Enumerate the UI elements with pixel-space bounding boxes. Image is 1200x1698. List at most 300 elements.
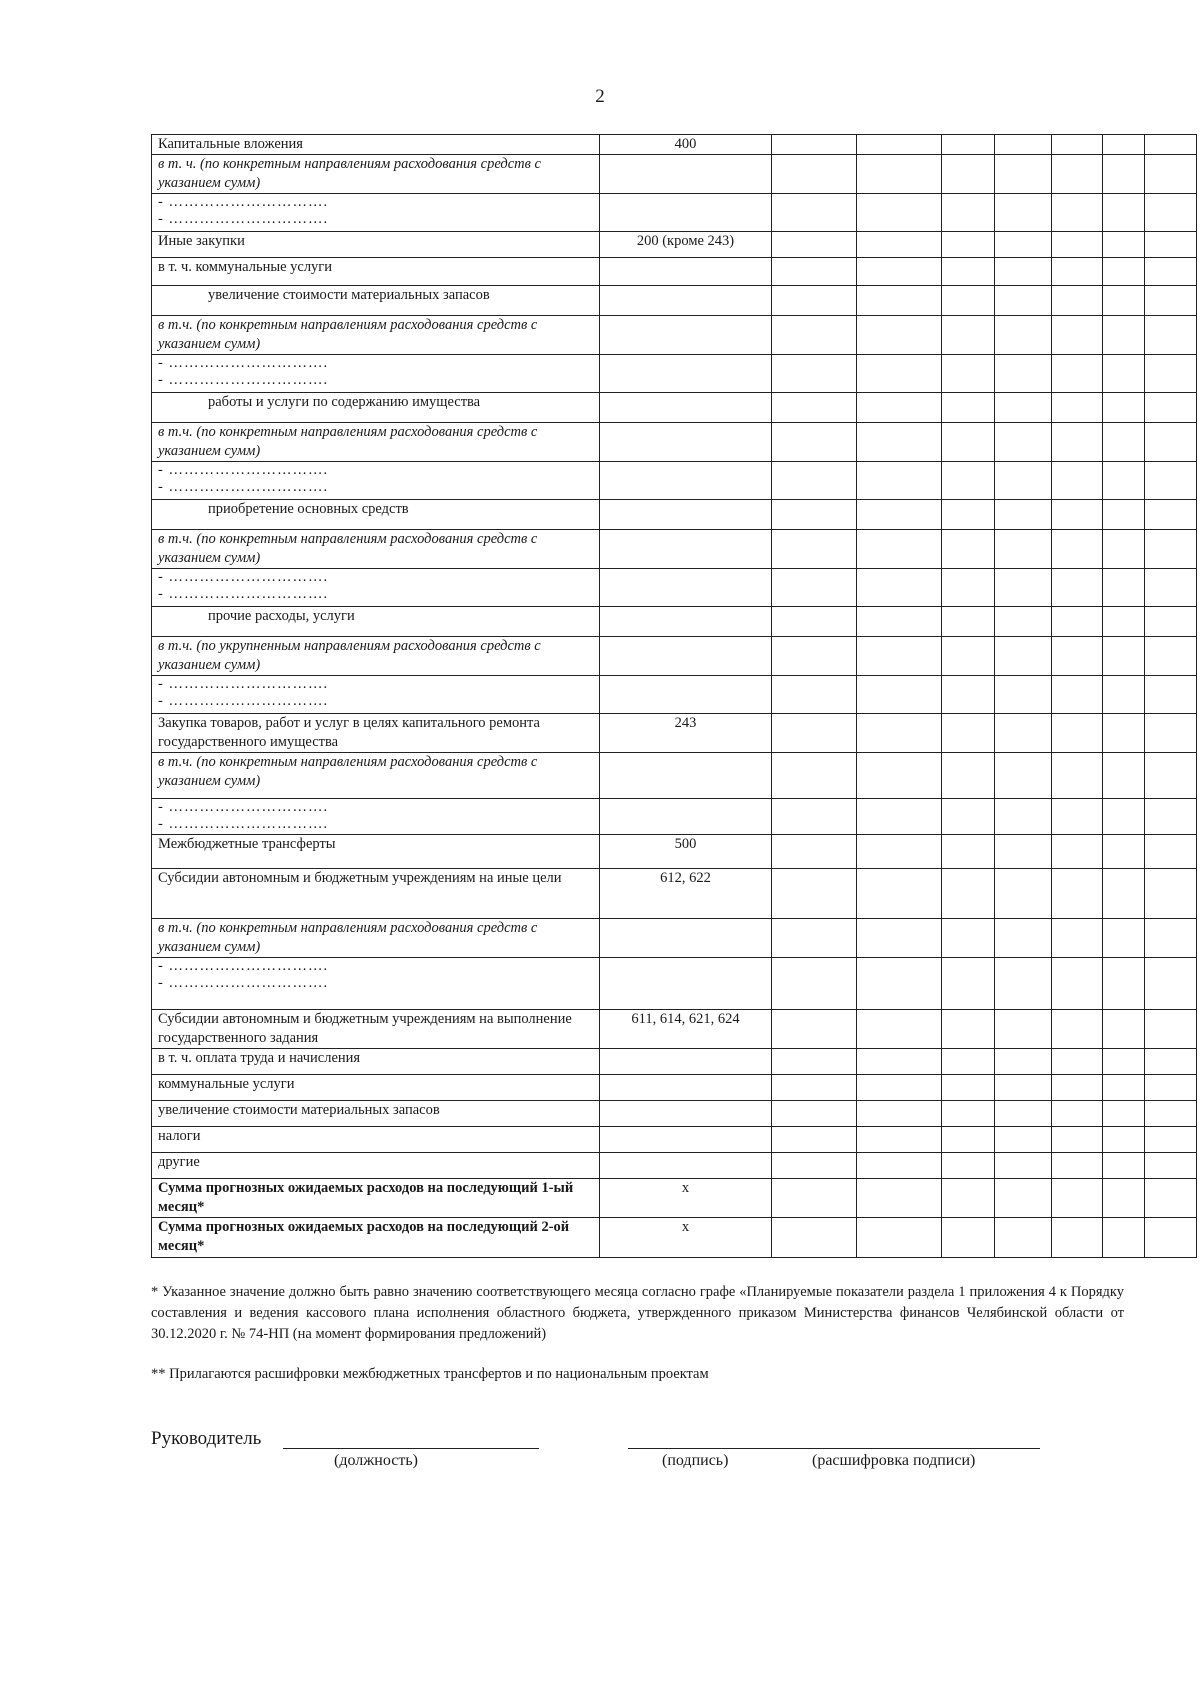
footnote-1: * Указанное значение должно быть равно значению соответствующего месяца согласно графе «Планируемые показатели раздела 1 приложения 4 к Порядку составления и ведения кассового плана исполнения областного бюджета, утвержденного приказом Министерства финансов Челябинской области от 30.12.2020 г. № 74-НП (на момент формирования предложений) — [151, 1284, 1124, 1342]
empty-cell — [1103, 676, 1145, 714]
empty-cell — [995, 753, 1052, 799]
empty-cell — [857, 232, 942, 258]
empty-cell — [995, 194, 1052, 232]
table-row — [152, 355, 1197, 393]
table-row — [152, 530, 1197, 569]
table-row — [152, 1218, 1197, 1258]
empty-cell — [1052, 316, 1103, 355]
empty-cell — [857, 1153, 942, 1179]
empty-cell — [1052, 355, 1103, 393]
empty-cell — [1103, 1179, 1145, 1218]
empty-cell — [857, 1127, 942, 1153]
empty-cell — [942, 316, 995, 355]
empty-cell — [995, 1127, 1052, 1153]
row-label: увеличение стоимости материальных запасов — [152, 1101, 600, 1127]
row-code — [600, 569, 772, 607]
empty-cell — [772, 799, 857, 835]
empty-cell — [772, 958, 857, 1010]
empty-cell — [772, 1179, 857, 1218]
empty-cell — [1145, 1153, 1197, 1179]
empty-cell — [1103, 462, 1145, 500]
empty-cell — [1145, 232, 1197, 258]
table-row — [152, 155, 1197, 194]
empty-cell — [942, 423, 995, 462]
empty-cell — [942, 799, 995, 835]
row-code: 612, 622 — [600, 869, 772, 919]
row-code — [600, 423, 772, 462]
empty-cell — [857, 958, 942, 1010]
empty-cell — [772, 500, 857, 530]
empty-cell — [857, 799, 942, 835]
row-label: Межбюджетные трансферты — [152, 835, 600, 869]
empty-cell — [942, 637, 995, 676]
empty-cell — [1103, 1218, 1145, 1258]
empty-cell — [772, 919, 857, 958]
empty-cell — [995, 1218, 1052, 1258]
table-row — [152, 1075, 1197, 1101]
empty-cell — [857, 393, 942, 423]
row-label: прочие расходы, услуги — [152, 607, 600, 637]
empty-cell — [942, 958, 995, 1010]
row-code: 243 — [600, 714, 772, 753]
empty-cell — [1145, 393, 1197, 423]
row-code: 200 (кроме 243) — [600, 232, 772, 258]
empty-cell — [1103, 753, 1145, 799]
row-code — [600, 919, 772, 958]
empty-cell — [1103, 869, 1145, 919]
empty-cell — [857, 155, 942, 194]
table-row — [152, 232, 1197, 258]
page-number: 2 — [595, 86, 605, 107]
empty-cell — [995, 423, 1052, 462]
empty-cell — [1103, 1127, 1145, 1153]
empty-cell — [1145, 135, 1197, 155]
empty-cell — [995, 676, 1052, 714]
row-code — [600, 1153, 772, 1179]
empty-cell — [772, 1127, 857, 1153]
empty-cell — [1145, 714, 1197, 753]
empty-cell — [942, 355, 995, 393]
table-row — [152, 1179, 1197, 1218]
empty-cell — [1052, 1101, 1103, 1127]
empty-cell — [1145, 637, 1197, 676]
empty-cell — [1052, 286, 1103, 316]
decoding-caption: (расшифровка подписи) — [812, 1452, 976, 1469]
empty-cell — [1052, 869, 1103, 919]
empty-cell — [1052, 1075, 1103, 1101]
empty-cell — [1103, 637, 1145, 676]
empty-cell — [772, 569, 857, 607]
empty-cell — [1145, 355, 1197, 393]
row-label: - …………………………. - …………………………. — [152, 676, 600, 714]
empty-cell — [995, 958, 1052, 1010]
row-code — [600, 194, 772, 232]
row-code — [600, 958, 772, 1010]
row-label: - …………………………. - …………………………. — [152, 569, 600, 607]
empty-cell — [1145, 1218, 1197, 1258]
empty-cell — [995, 799, 1052, 835]
empty-cell — [1103, 232, 1145, 258]
empty-cell — [1145, 607, 1197, 637]
empty-cell — [995, 1010, 1052, 1049]
empty-cell — [1103, 530, 1145, 569]
empty-cell — [772, 135, 857, 155]
empty-cell — [1052, 1010, 1103, 1049]
table-row — [152, 835, 1197, 869]
empty-cell — [942, 155, 995, 194]
row-label: другие — [152, 1153, 600, 1179]
empty-cell — [1145, 869, 1197, 919]
table-row — [152, 1101, 1197, 1127]
row-label: в т.ч. (по конкретным направлениям расходования средств с указанием сумм) — [152, 919, 600, 958]
row-code — [600, 500, 772, 530]
row-code — [600, 462, 772, 500]
empty-cell — [1103, 835, 1145, 869]
empty-cell — [1052, 423, 1103, 462]
empty-cell — [772, 1101, 857, 1127]
empty-cell — [1145, 530, 1197, 569]
empty-cell — [1052, 1127, 1103, 1153]
row-code: 500 — [600, 835, 772, 869]
empty-cell — [1052, 135, 1103, 155]
row-label: в т.ч. (по конкретным направлениям расходования средств с указанием сумм) — [152, 530, 600, 569]
empty-cell — [857, 194, 942, 232]
empty-cell — [995, 1179, 1052, 1218]
empty-cell — [995, 316, 1052, 355]
empty-cell — [1103, 1075, 1145, 1101]
empty-cell — [995, 530, 1052, 569]
table-row — [152, 500, 1197, 530]
empty-cell — [942, 462, 995, 500]
empty-cell — [995, 135, 1052, 155]
empty-cell — [772, 194, 857, 232]
empty-cell — [857, 1010, 942, 1049]
row-label: налоги — [152, 1127, 600, 1153]
empty-cell — [1052, 1153, 1103, 1179]
empty-cell — [942, 1127, 995, 1153]
empty-cell — [1103, 194, 1145, 232]
expenses-table — [151, 134, 1197, 1258]
empty-cell — [1103, 286, 1145, 316]
row-label: в т. ч. коммунальные услуги — [152, 258, 600, 286]
empty-cell — [772, 835, 857, 869]
empty-cell — [942, 869, 995, 919]
empty-cell — [1052, 799, 1103, 835]
empty-cell — [1145, 919, 1197, 958]
footnote-2: ** Прилагаются расшифровки межбюджетных трансфертов и по национальным проектам — [151, 1366, 709, 1382]
empty-cell — [1103, 799, 1145, 835]
row-code: x — [600, 1179, 772, 1218]
empty-cell — [942, 232, 995, 258]
empty-cell — [857, 714, 942, 753]
empty-cell — [1052, 1049, 1103, 1075]
empty-cell — [1052, 258, 1103, 286]
empty-cell — [1145, 753, 1197, 799]
empty-cell — [772, 393, 857, 423]
empty-cell — [1052, 919, 1103, 958]
empty-cell — [942, 1010, 995, 1049]
row-label: в т. ч. (по конкретным направлениям расходования средств с указанием сумм) — [152, 155, 600, 194]
signature-title: Руководитель — [151, 1428, 262, 1449]
empty-cell — [1145, 1075, 1197, 1101]
empty-cell — [1052, 637, 1103, 676]
empty-cell — [942, 286, 995, 316]
empty-cell — [942, 1218, 995, 1258]
empty-cell — [942, 135, 995, 155]
table-row — [152, 958, 1197, 1010]
empty-cell — [942, 194, 995, 232]
empty-cell — [857, 530, 942, 569]
empty-cell — [1145, 500, 1197, 530]
empty-cell — [995, 569, 1052, 607]
empty-cell — [772, 1218, 857, 1258]
empty-cell — [1103, 1101, 1145, 1127]
empty-cell — [942, 530, 995, 569]
row-code: 611, 614, 621, 624 — [600, 1010, 772, 1049]
empty-cell — [995, 258, 1052, 286]
row-code — [600, 258, 772, 286]
empty-cell — [1052, 1179, 1103, 1218]
table-row — [152, 607, 1197, 637]
row-label: в т. ч. оплата труда и начисления — [152, 1049, 600, 1075]
empty-cell — [942, 676, 995, 714]
row-code — [600, 799, 772, 835]
empty-cell — [1052, 232, 1103, 258]
empty-cell — [995, 919, 1052, 958]
empty-cell — [1103, 1153, 1145, 1179]
empty-cell — [1145, 316, 1197, 355]
empty-cell — [857, 607, 942, 637]
empty-cell — [942, 1179, 995, 1218]
empty-cell — [857, 637, 942, 676]
table-row — [152, 393, 1197, 423]
empty-cell — [995, 155, 1052, 194]
empty-cell — [1103, 316, 1145, 355]
row-code — [600, 1049, 772, 1075]
row-code — [600, 1101, 772, 1127]
row-code — [600, 1075, 772, 1101]
row-code — [600, 286, 772, 316]
empty-cell — [772, 355, 857, 393]
empty-cell — [942, 393, 995, 423]
signature-caption: (подпись) — [662, 1452, 729, 1469]
empty-cell — [772, 1075, 857, 1101]
row-label: - …………………………. - …………………………. — [152, 462, 600, 500]
row-label: в т.ч. (по конкретным направлениям расходования средств с указанием сумм) — [152, 423, 600, 462]
empty-cell — [857, 500, 942, 530]
table-row — [152, 135, 1197, 155]
table-row — [152, 316, 1197, 355]
empty-cell — [942, 1075, 995, 1101]
empty-cell — [857, 462, 942, 500]
empty-cell — [1052, 462, 1103, 500]
empty-cell — [942, 714, 995, 753]
empty-cell — [1103, 1010, 1145, 1049]
empty-cell — [772, 676, 857, 714]
row-code — [600, 316, 772, 355]
empty-cell — [995, 355, 1052, 393]
empty-cell — [942, 1153, 995, 1179]
empty-cell — [942, 1101, 995, 1127]
row-code — [600, 676, 772, 714]
table-row — [152, 714, 1197, 753]
empty-cell — [857, 753, 942, 799]
table-row — [152, 919, 1197, 958]
row-code — [600, 355, 772, 393]
empty-cell — [857, 286, 942, 316]
empty-cell — [1103, 393, 1145, 423]
table-row — [152, 753, 1197, 799]
empty-cell — [1052, 500, 1103, 530]
empty-cell — [857, 1075, 942, 1101]
empty-cell — [1145, 1049, 1197, 1075]
empty-cell — [942, 607, 995, 637]
empty-cell — [995, 232, 1052, 258]
table-row — [152, 799, 1197, 835]
row-code — [600, 753, 772, 799]
position-line — [283, 1448, 539, 1449]
table-row — [152, 462, 1197, 500]
empty-cell — [1052, 393, 1103, 423]
row-code — [600, 637, 772, 676]
empty-cell — [1145, 569, 1197, 607]
signature-line — [628, 1448, 1040, 1449]
table-row — [152, 569, 1197, 607]
empty-cell — [772, 232, 857, 258]
empty-cell — [772, 753, 857, 799]
empty-cell — [857, 569, 942, 607]
row-label: Закупка товаров, работ и услуг в целях капитального ремонта государственного имущества — [152, 714, 600, 753]
table-row — [152, 637, 1197, 676]
empty-cell — [1052, 569, 1103, 607]
empty-cell — [1145, 462, 1197, 500]
empty-cell — [995, 500, 1052, 530]
empty-cell — [772, 462, 857, 500]
empty-cell — [995, 1101, 1052, 1127]
empty-cell — [995, 462, 1052, 500]
row-label: Сумма прогнозных ожидаемых расходов на последующий 1-ый месяц* — [152, 1179, 600, 1218]
empty-cell — [857, 355, 942, 393]
empty-cell — [1145, 1179, 1197, 1218]
empty-cell — [1145, 835, 1197, 869]
empty-cell — [857, 1179, 942, 1218]
empty-cell — [1052, 753, 1103, 799]
empty-cell — [772, 286, 857, 316]
empty-cell — [995, 637, 1052, 676]
empty-cell — [995, 869, 1052, 919]
row-code: 400 — [600, 135, 772, 155]
row-label: - …………………………. - …………………………. — [152, 355, 600, 393]
empty-cell — [942, 753, 995, 799]
row-code — [600, 607, 772, 637]
empty-cell — [1052, 835, 1103, 869]
empty-cell — [1103, 607, 1145, 637]
row-label: - …………………………. - …………………………. — [152, 958, 600, 1010]
empty-cell — [772, 1153, 857, 1179]
empty-cell — [772, 607, 857, 637]
empty-cell — [942, 835, 995, 869]
empty-cell — [1145, 423, 1197, 462]
empty-cell — [995, 1049, 1052, 1075]
empty-cell — [857, 316, 942, 355]
empty-cell — [1052, 714, 1103, 753]
empty-cell — [942, 569, 995, 607]
empty-cell — [772, 423, 857, 462]
empty-cell — [857, 423, 942, 462]
empty-cell — [857, 919, 942, 958]
empty-cell — [1103, 919, 1145, 958]
empty-cell — [942, 500, 995, 530]
empty-cell — [1145, 799, 1197, 835]
row-label: в т.ч. (по конкретным направлениям расходования средств с указанием сумм) — [152, 316, 600, 355]
empty-cell — [857, 676, 942, 714]
empty-cell — [1052, 676, 1103, 714]
empty-cell — [1145, 1010, 1197, 1049]
empty-cell — [1052, 155, 1103, 194]
table-row — [152, 194, 1197, 232]
row-label: приобретение основных средств — [152, 500, 600, 530]
row-label: - …………………………. - …………………………. — [152, 799, 600, 835]
empty-cell — [857, 1049, 942, 1075]
row-label: - …………………………. - …………………………. — [152, 194, 600, 232]
empty-cell — [995, 714, 1052, 753]
empty-cell — [995, 286, 1052, 316]
empty-cell — [857, 1101, 942, 1127]
empty-cell — [1145, 958, 1197, 1010]
table-row — [152, 258, 1197, 286]
empty-cell — [1145, 676, 1197, 714]
row-label: увеличение стоимости материальных запасов — [152, 286, 600, 316]
row-label: Субсидии автономным и бюджетным учреждениям на иные цели — [152, 869, 600, 919]
position-caption: (должность) — [334, 1452, 418, 1469]
table-row — [152, 1010, 1197, 1049]
empty-cell — [1103, 569, 1145, 607]
empty-cell — [1103, 135, 1145, 155]
empty-cell — [857, 835, 942, 869]
table-row — [152, 1049, 1197, 1075]
row-label: Сумма прогнозных ожидаемых расходов на последующий 2-ой месяц* — [152, 1218, 600, 1258]
row-code — [600, 393, 772, 423]
empty-cell — [1052, 607, 1103, 637]
empty-cell — [772, 530, 857, 569]
empty-cell — [1052, 530, 1103, 569]
empty-cell — [995, 607, 1052, 637]
row-label: Иные закупки — [152, 232, 600, 258]
empty-cell — [1103, 423, 1145, 462]
empty-cell — [1103, 155, 1145, 194]
row-label: в т.ч. (по укрупненным направлениям расходования средств с указанием сумм) — [152, 637, 600, 676]
empty-cell — [1145, 155, 1197, 194]
empty-cell — [1103, 500, 1145, 530]
empty-cell — [1145, 194, 1197, 232]
table-row — [152, 423, 1197, 462]
row-code: x — [600, 1218, 772, 1258]
empty-cell — [857, 258, 942, 286]
table-row — [152, 1153, 1197, 1179]
empty-cell — [1103, 958, 1145, 1010]
table-row — [152, 676, 1197, 714]
empty-cell — [857, 1218, 942, 1258]
empty-cell — [1145, 258, 1197, 286]
table-row — [152, 869, 1197, 919]
empty-cell — [857, 869, 942, 919]
empty-cell — [1052, 958, 1103, 1010]
empty-cell — [772, 714, 857, 753]
row-code — [600, 530, 772, 569]
row-code — [600, 155, 772, 194]
empty-cell — [772, 316, 857, 355]
empty-cell — [942, 1049, 995, 1075]
